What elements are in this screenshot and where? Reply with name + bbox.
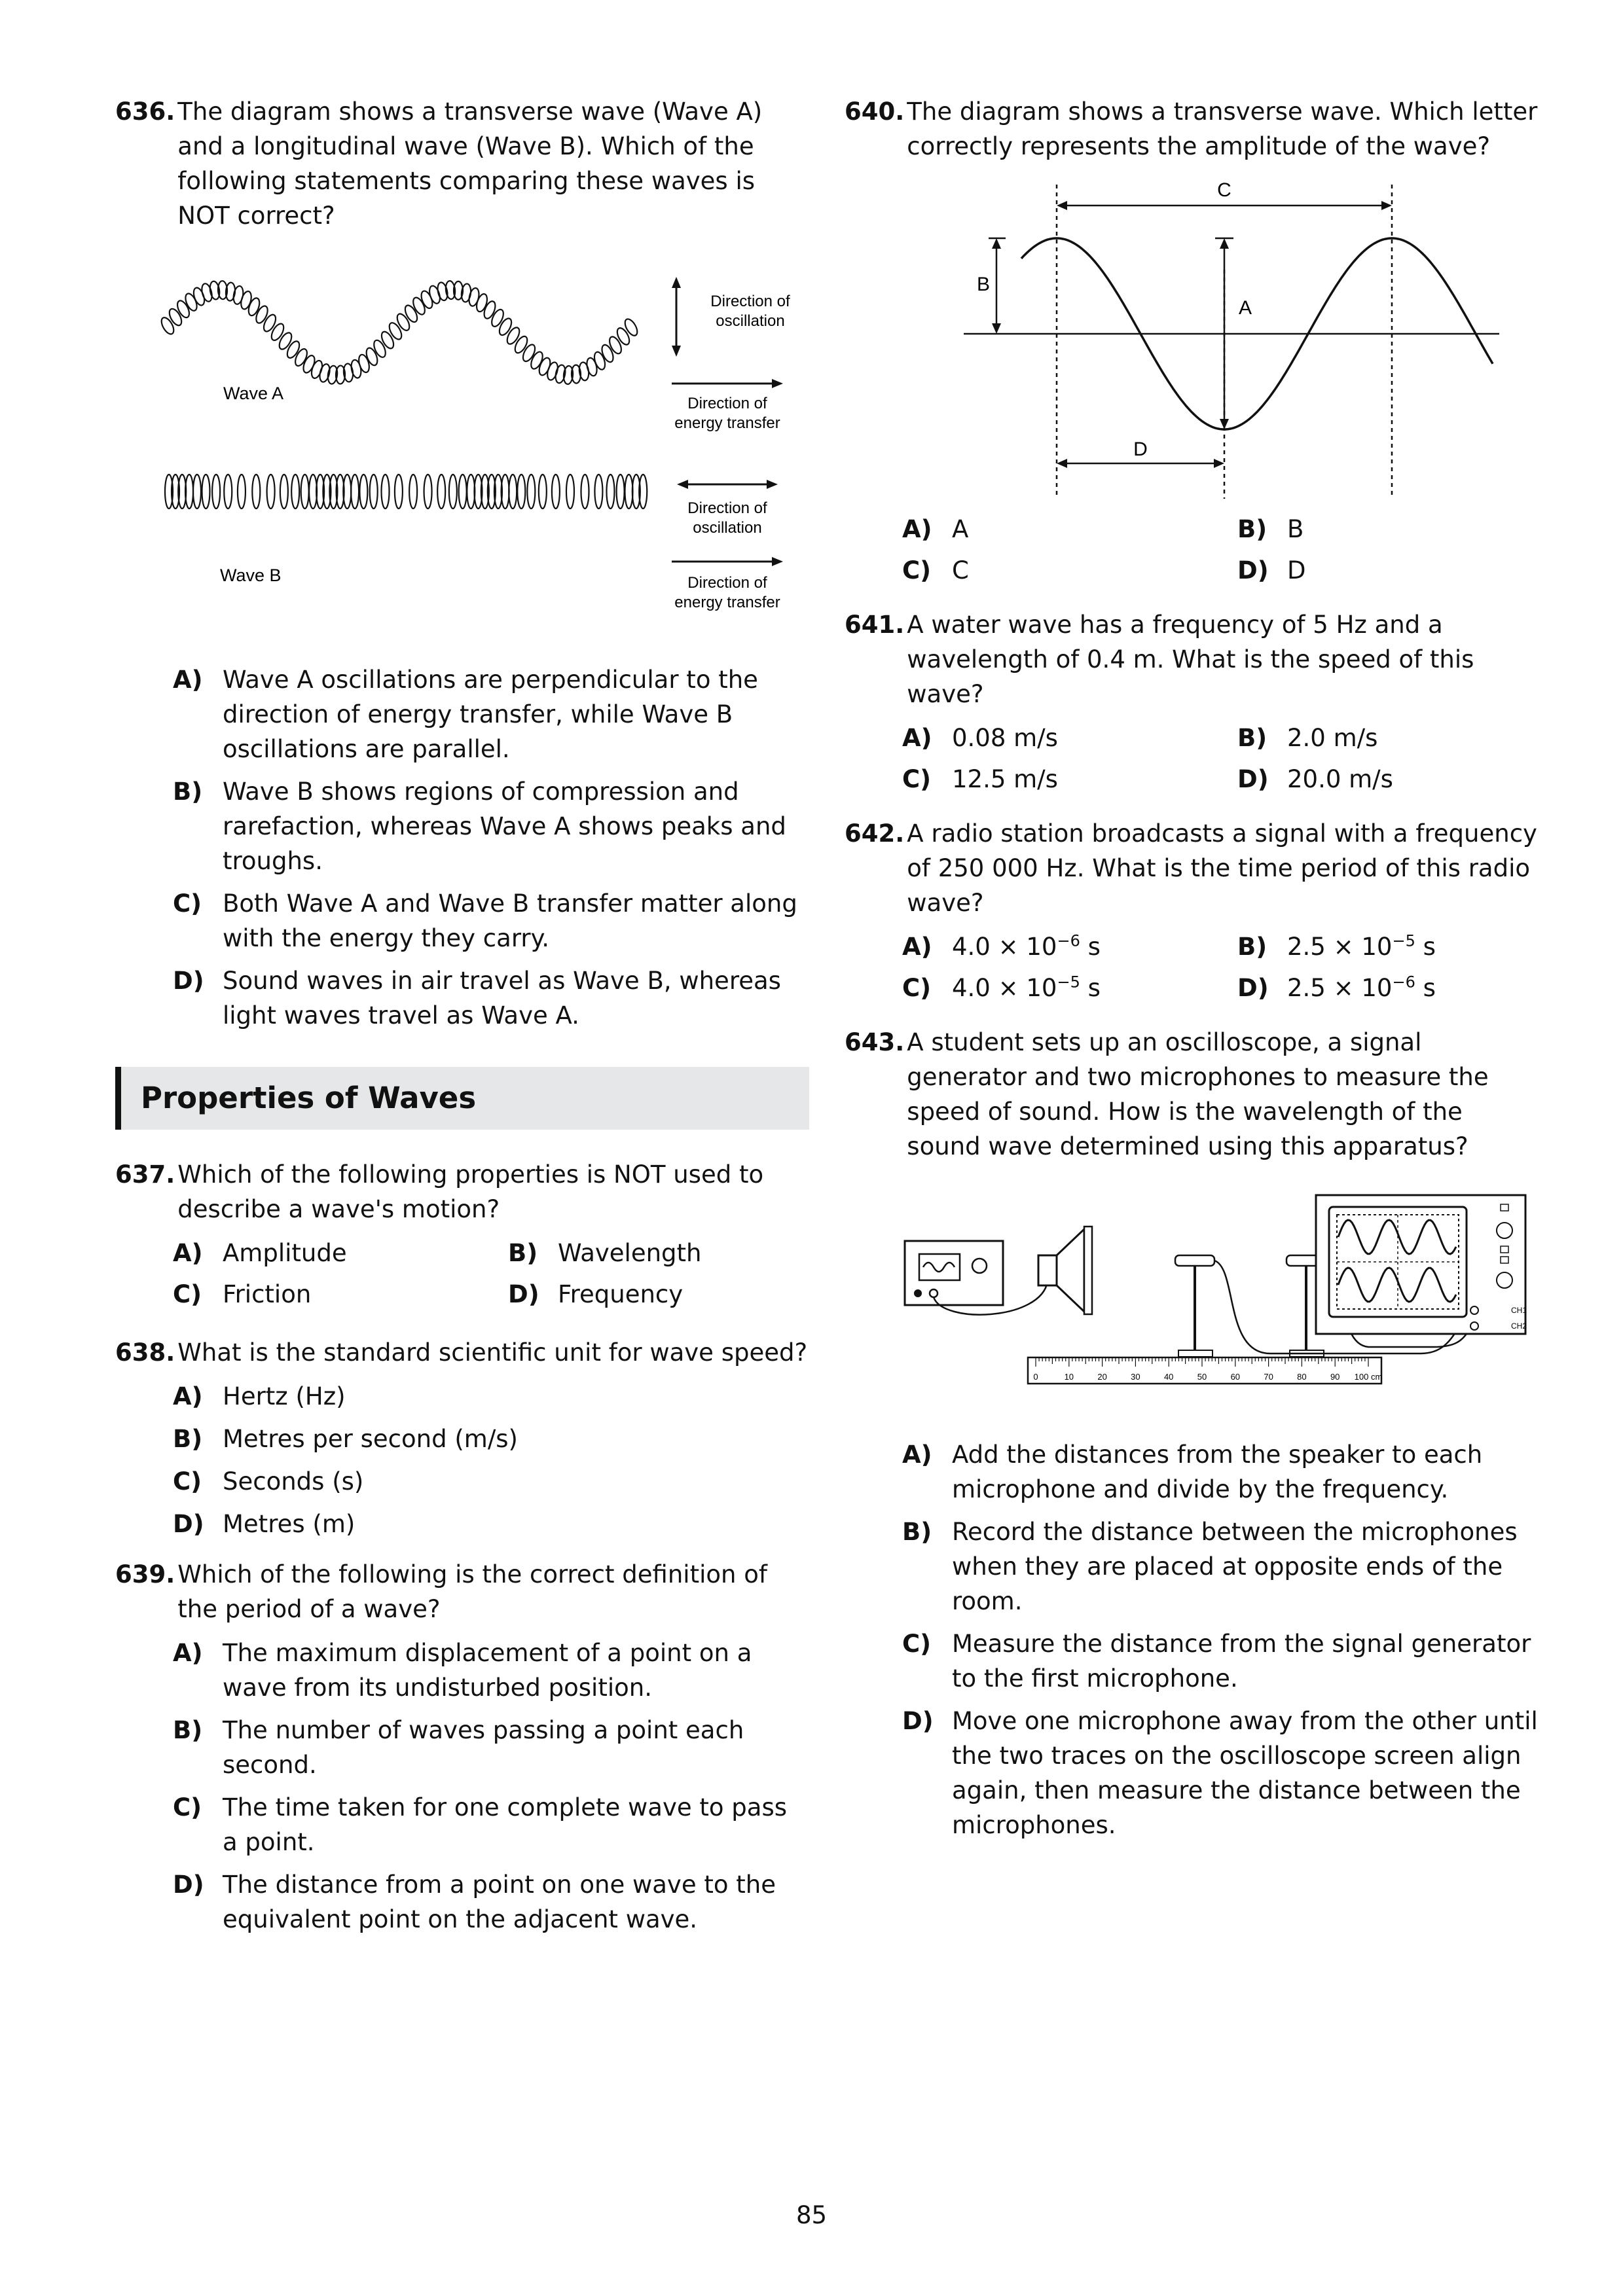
option-a[interactable]: A) Wave A oscillations are perpendicular to the direction of energy transfer, while Wave B oscillations are parallel. [173, 666, 758, 763]
osc-label-b-1: Direction of [687, 499, 767, 517]
section-heading: Properties of Waves [115, 1067, 809, 1130]
question-text: A radio station broadcasts a signal with a frequency of 250 000 Hz. What is the time period of this radio wave? [907, 819, 1537, 917]
energy-label-b-2: energy transfer [674, 594, 780, 611]
ruler-tick-label: 50 [1197, 1372, 1207, 1382]
metre-ruler [1028, 1357, 1382, 1384]
ruler-tick-label: 10 [1064, 1372, 1074, 1382]
label-c-arrow [1057, 201, 1392, 210]
ruler-tick-label: 70 [1264, 1372, 1273, 1382]
wave-a-label: Wave A [223, 384, 284, 403]
option-c[interactable]: C) Friction [173, 1280, 312, 1308]
label-b: B [976, 274, 991, 295]
ch2-label: CH2 [1511, 1321, 1527, 1331]
oscillation-arrow-a [672, 277, 681, 357]
question-642 [845, 816, 1539, 1005]
loudspeaker [1038, 1227, 1092, 1314]
option-c[interactable]: C) The time taken for one complete wave to pass a point. [173, 1793, 788, 1856]
option-b[interactable]: B) The number of waves passing a point each second. [173, 1716, 744, 1779]
ruler-tick-label: 90 [1330, 1372, 1340, 1382]
label-b-arrow [989, 238, 1006, 334]
question-number: 637. [115, 1160, 175, 1189]
option-a[interactable]: A) 0.08 m/s [902, 724, 1058, 752]
option-b[interactable]: B) B [1237, 515, 1304, 543]
option-c[interactable]: C) 12.5 m/s [902, 765, 1058, 793]
option-b[interactable]: B) Record the distance between the microphones when they are placed at opposite ends of the room. [902, 1518, 1518, 1615]
option-b[interactable]: B) 2.0 m/s [1237, 724, 1378, 752]
option-d[interactable]: D) Metres (m) [173, 1510, 356, 1538]
label-a: A [1239, 297, 1252, 319]
option-a[interactable]: A) The maximum displacement of a point on a wave from its undisturbed position. [173, 1639, 752, 1702]
question-636 [115, 94, 809, 1033]
option-c[interactable]: C) Both Wave A and Wave B transfer matter along with the energy they carry. [173, 889, 797, 952]
osc-label-a-2: oscillation [716, 312, 785, 330]
energy-label-a-1: Direction of [687, 395, 767, 412]
question-number: 642. [845, 819, 905, 848]
question-641 [845, 607, 1539, 797]
question-639 [115, 1557, 809, 1937]
question-text: Which of the following properties is NOT used to describe a wave's motion? [177, 1160, 764, 1223]
question-number: 639. [115, 1560, 175, 1588]
option-d[interactable]: D) 20.0 m/s [1237, 765, 1393, 793]
option-b[interactable]: B) $2.5 \times 10^{-5}$ s [1237, 931, 1436, 961]
ruler-tick-label: 0 [1033, 1372, 1038, 1382]
option-b[interactable]: B) Wavelength [508, 1239, 702, 1267]
answer-options [173, 1236, 809, 1312]
answer-options [902, 721, 1539, 797]
signal-generator [905, 1241, 1003, 1305]
option-d[interactable]: D) Move one microphone away from the other until the two traces on the oscilloscope screen align again, then measure the distance between the microphones. [902, 1707, 1538, 1839]
energy-label-a-2: energy transfer [674, 414, 780, 432]
option-b[interactable]: B) Wave B shows regions of compression and rarefaction, whereas Wave A shows peaks and troughs. [173, 778, 786, 875]
question-637 [115, 1157, 809, 1312]
ruler-tick-label: 20 [1097, 1372, 1107, 1382]
answer-options [902, 929, 1539, 1005]
transverse-wave-diagram [845, 171, 1539, 512]
option-c[interactable]: C) Seconds (s) [173, 1467, 364, 1496]
option-a[interactable]: A) Hertz (Hz) [173, 1382, 346, 1410]
question-640 [845, 94, 1539, 588]
option-c[interactable]: C) C [902, 556, 969, 584]
osc-label-b-2: oscillation [693, 519, 762, 537]
ch1-label: CH1 [1511, 1306, 1527, 1315]
option-b[interactable]: B) Metres per second (m/s) [173, 1425, 518, 1453]
question-text: The diagram shows a transverse wave (Wave A) and a longitudinal wave (Wave B). Which of the following statements comparing these waves is NOT correct? [177, 98, 763, 230]
answer-options [902, 1437, 1539, 1842]
option-a[interactable]: A) Add the distances from the speaker to each microphone and divide by the frequency. [902, 1441, 1483, 1503]
right-column [845, 94, 1539, 1850]
question-number: 640. [845, 98, 905, 126]
wave-b-spring [165, 475, 647, 509]
oscillation-arrow-b [677, 480, 778, 489]
energy-label-b-1: Direction of [687, 574, 767, 592]
answer-options [173, 1379, 809, 1541]
ruler-tick-label: 80 [1297, 1372, 1307, 1382]
question-text: The diagram shows a transverse wave. Which letter correctly represents the amplitude of the wave? [907, 98, 1538, 160]
energy-arrow-a [672, 379, 783, 388]
energy-arrow-b [672, 557, 783, 566]
label-c: C [1217, 179, 1231, 201]
option-d[interactable]: D) Frequency [508, 1280, 684, 1308]
question-643 [845, 1025, 1539, 1842]
option-d[interactable]: D) Sound waves in air travel as Wave B, whereas light waves travel as Wave A. [173, 967, 781, 1030]
option-d[interactable]: D) $2.5 \times 10^{-6}$ s [1237, 973, 1436, 1002]
page-number: 85 [795, 2201, 828, 2229]
answer-options [902, 512, 1539, 588]
oscilloscope [1316, 1195, 1527, 1334]
left-column [115, 94, 809, 1945]
ruler-tick-label: 30 [1131, 1372, 1140, 1382]
speed-of-sound-apparatus [845, 1190, 1539, 1406]
option-c[interactable]: C) $4.0 \times 10^{-5}$ s [902, 973, 1101, 1002]
question-number: 641. [845, 611, 905, 639]
answer-options [173, 1636, 809, 1937]
microphone-1 [1175, 1255, 1214, 1357]
question-text: A student sets up an oscilloscope, a signal generator and two microphones to measure the speed of sound. How is the wavelength of the sound wave determined using this apparatus? [907, 1028, 1489, 1160]
label-d-arrow [1057, 459, 1224, 468]
question-text: A water wave has a frequency of 5 Hz and a wavelength of 0.4 m. What is the speed of this wave? [907, 611, 1474, 708]
osc-label-a-1: Direction of [710, 293, 790, 310]
ruler-tick-label: 40 [1163, 1372, 1174, 1382]
question-number: 636. [115, 98, 175, 126]
option-a[interactable]: A) A [902, 515, 969, 543]
option-c[interactable]: C) Measure the distance from the signal generator to the first microphone. [902, 1630, 1531, 1693]
wave-a-spring [159, 280, 640, 384]
ruler-tick-label: 60 [1230, 1372, 1241, 1382]
label-d: D [1133, 439, 1148, 460]
option-d[interactable]: D) D [1237, 556, 1306, 584]
option-d[interactable]: D) The distance from a point on one wave to the equivalent point on the adjacent wave. [173, 1871, 776, 1933]
question-number: 638. [115, 1338, 175, 1367]
question-number: 643. [845, 1028, 905, 1056]
wave-types-diagram [115, 260, 809, 640]
option-a[interactable]: A) Amplitude [173, 1239, 347, 1267]
question-text: Which of the following is the correct definition of the period of a wave? [177, 1560, 767, 1623]
answer-options [173, 662, 809, 1033]
question-text: What is the standard scientific unit for wave speed? [177, 1338, 808, 1367]
option-a[interactable]: A) $4.0 \times 10^{-6}$ s [902, 931, 1101, 961]
ruler-tick-label: 100 cm [1354, 1372, 1383, 1382]
question-638 [115, 1335, 809, 1541]
wave-b-label: Wave B [220, 565, 282, 585]
